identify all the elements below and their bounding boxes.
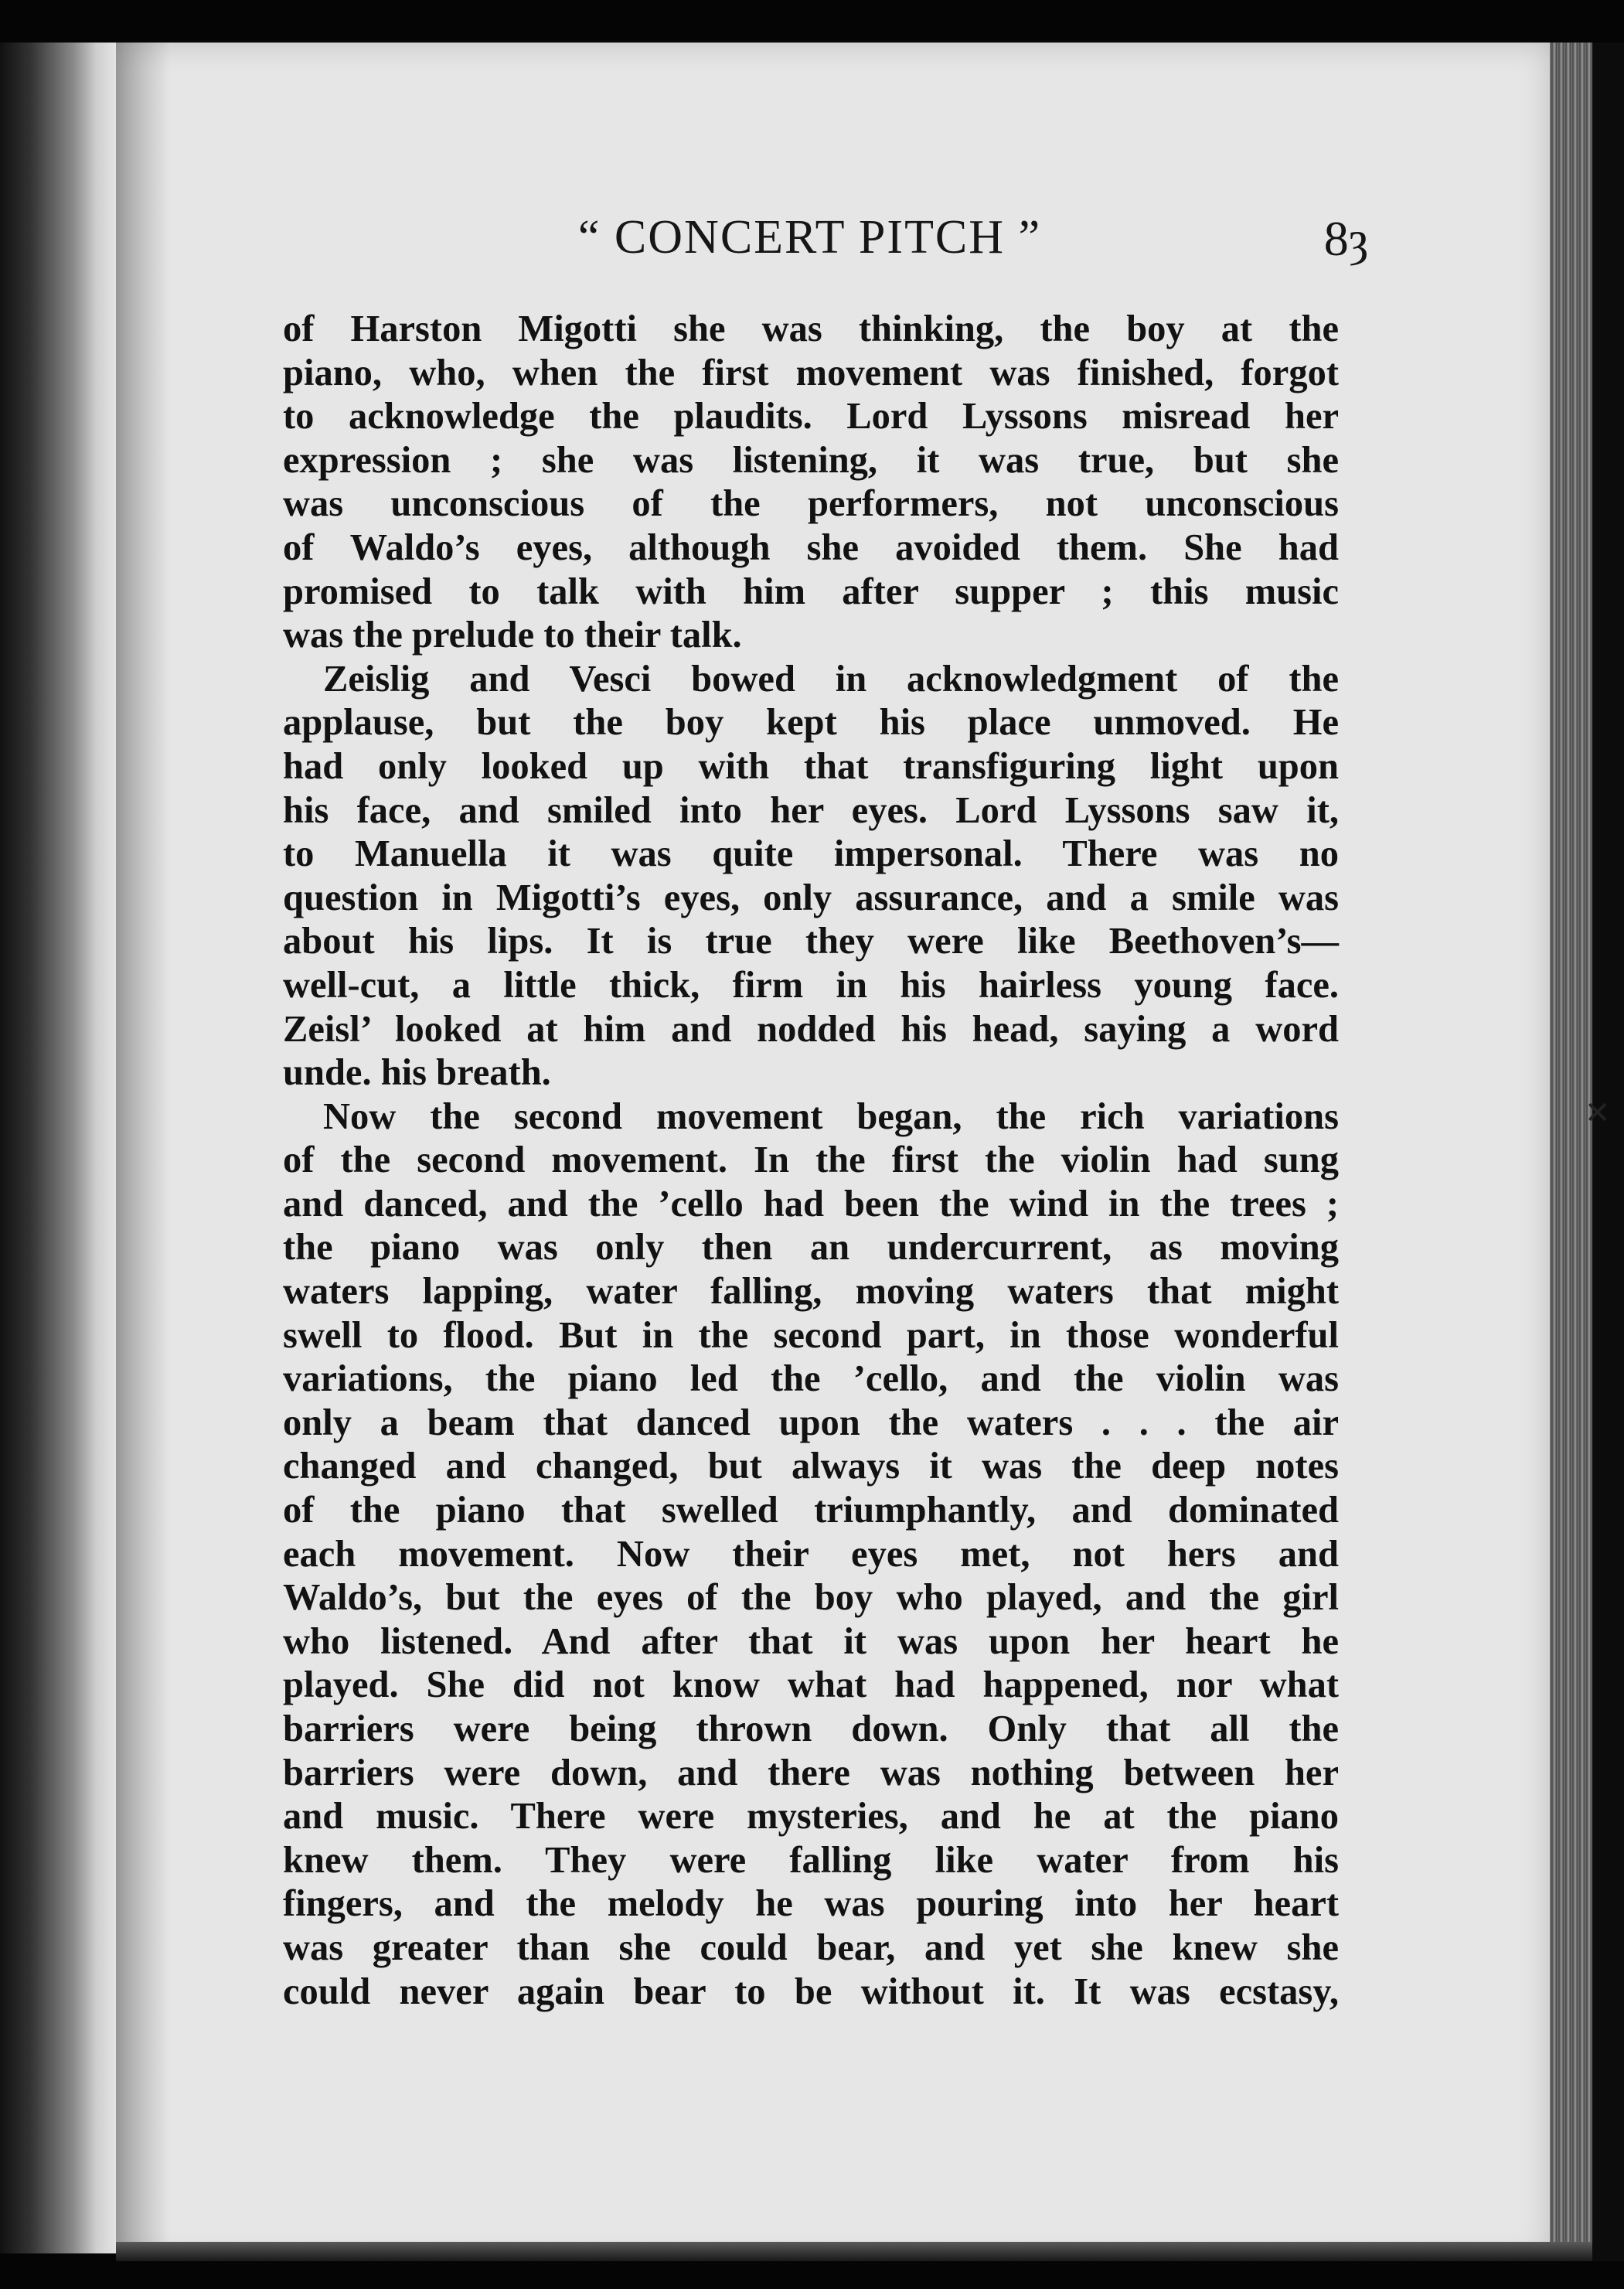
paragraph	[283, 658, 1339, 1095]
text-line: could never again bear to be without it. It was ecstasy,	[283, 1971, 1339, 2012]
text-line: of Waldo’s eyes, although she avoided them. She had	[283, 526, 1339, 568]
running-head	[282, 210, 1368, 269]
text-line: was unconscious of the performers, not unconscious	[283, 483, 1339, 525]
text-line: his face, and smiled into her eyes. Lord Lyssons saw it,	[283, 789, 1339, 831]
text-line: about his lips. It is true they were like Beethoven’s—	[283, 921, 1339, 962]
text-line: had only looked up with that transfiguring light upon	[283, 745, 1339, 787]
left-page-edge	[0, 43, 116, 2253]
page-gutter-shadow	[116, 43, 170, 2261]
margin-speck: ✕	[1585, 1095, 1611, 1130]
text-line: each movement. Now their eyes met, not hers and	[283, 1533, 1339, 1575]
text-line: unde. his breath.	[283, 1052, 551, 1094]
text-line: and music. There were mysteries, and he at the piano	[283, 1796, 1339, 1838]
text-line: barriers were down, and there was nothing between her	[283, 1752, 1339, 1793]
text-line: changed and changed, but always it was the deep notes	[283, 1446, 1339, 1487]
text-line: applause, but the boy kept his place unmoved. He	[283, 702, 1339, 744]
text-line: well-cut, a little thick, firm in his hairless young face.	[283, 964, 1339, 1006]
text-line: Now the second movement began, the rich variations	[323, 1095, 1339, 1137]
text-line: was the prelude to their talk.	[283, 615, 742, 656]
text-line: expression ; she was listening, it was true, but she	[283, 439, 1339, 481]
text-line: fingers, and the melody he was pouring into her heart	[283, 1883, 1339, 1925]
page-stack-edge	[1550, 43, 1592, 2261]
text-line: Waldo’s, but the eyes of the boy who played, and the girl	[283, 1577, 1339, 1619]
text-line: variations, the piano led the ’cello, and the violin was	[283, 1358, 1339, 1400]
paragraph	[283, 1095, 1339, 2014]
text-line: and danced, and the ’cello had been the wind in the trees ;	[283, 1183, 1339, 1225]
scan-border-right	[1592, 43, 1624, 2261]
text-line: knew them. They were falling like water from his	[283, 1839, 1339, 1881]
text-line: Zeisl’ looked at him and nodded his head, saying a word	[283, 1008, 1339, 1050]
text-line: of Harston Migotti she was thinking, the boy at the	[283, 308, 1339, 349]
text-line: who listened. And after that it was upon her heart he	[283, 1620, 1339, 1662]
text-line: question in Migotti’s eyes, only assurance, and a smile was	[283, 877, 1339, 918]
text-line: of the second movement. In the first the violin had sung	[283, 1139, 1339, 1181]
text-line: barriers were being thrown down. Only that all the	[283, 1708, 1339, 1749]
text-line: to Manuella it was quite impersonal. There was no	[283, 833, 1339, 875]
running-title: “ CONCERT PITCH ”	[577, 211, 1042, 264]
text-line: swell to flood. But in the second part, in those wonderful	[283, 1314, 1339, 1356]
text-line: of the piano that swelled triumphantly, and dominated	[283, 1490, 1339, 1531]
body-text	[283, 308, 1339, 2014]
text-line: played. She did not know what had happened, nor what	[283, 1664, 1339, 1706]
page-bottom-edge	[116, 2242, 1592, 2261]
text-line: only a beam that danced upon the waters . . . the air	[283, 1402, 1339, 1443]
text-line: Zeislig and Vesci bowed in acknowledgment of the	[323, 658, 1339, 700]
text-line: the piano was only then an undercurrent, as moving	[283, 1227, 1339, 1269]
text-line: to acknowledge the plaudits. Lord Lyssons misread her	[283, 396, 1339, 438]
page-number: 8ȝ	[1323, 211, 1368, 266]
text-line: promised to talk with him after supper ; this music	[283, 571, 1339, 612]
paragraph	[283, 308, 1339, 658]
text-line: waters lapping, water falling, moving waters that might	[283, 1271, 1339, 1313]
text-line: piano, who, when the first movement was finished, forgot	[283, 352, 1339, 393]
text-line: was greater than she could bear, and yet she knew she	[283, 1926, 1339, 1968]
